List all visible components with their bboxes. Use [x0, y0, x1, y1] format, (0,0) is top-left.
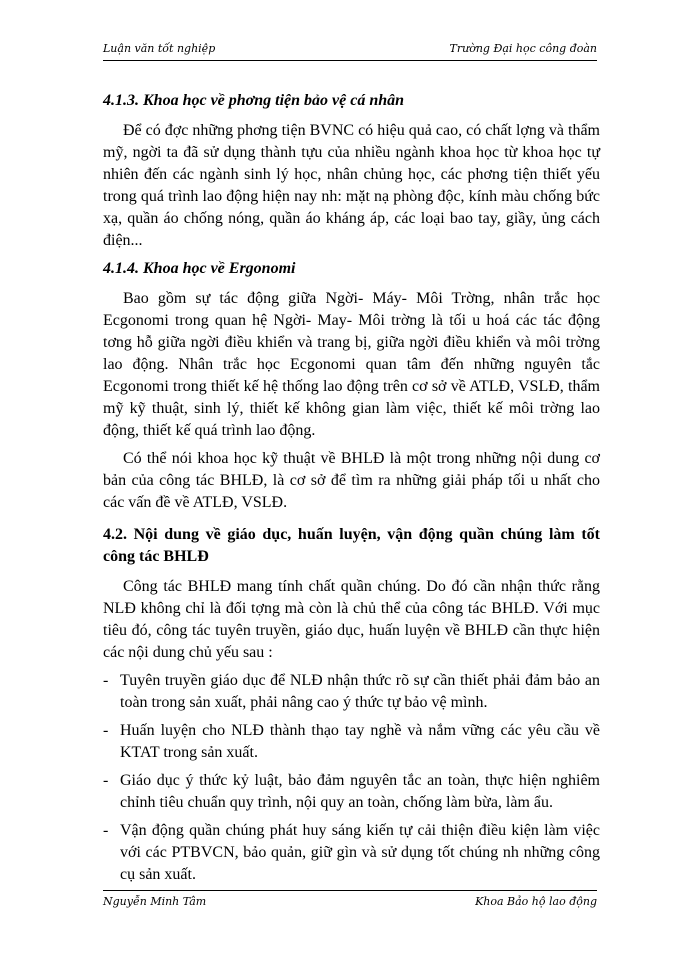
bullet-list: [103, 670, 600, 886]
list-item-text: Tuyên truyền giáo dục để NLĐ nhận thức rõ sự cần thiết phải đảm bảo an toàn trong sản xuất, phải nâng cao ý thức tự bảo vệ mình.: [120, 672, 600, 711]
list-item: [103, 820, 600, 886]
document-body: [103, 90, 600, 892]
section-4-2: [103, 524, 600, 886]
paragraph: Để có đợc những phơng tiện BVNC có hiệu quả cao, có chất lợng và thẩm mỹ, ngời ta đã sử dụng thành tựu của nhiều ngành khoa học từ khoa học tự nhiên đến các ngành sinh lý học, nhân chủng học, các phơng tiện thiết yếu trong quá trình lao động hiện nay nh: mặt nạ phòng độc, kính màu chống bức xạ, quần áo chống nóng, quần áo kháng áp, các loại bao tay, giầy, ủng cách điện...: [103, 122, 600, 249]
list-item-text: Huấn luyện cho NLĐ thành thạo tay nghề và nắm vững các yêu cầu về KTAT trong sản xuất.: [120, 722, 600, 761]
section-heading: 4.2. Nội dung về giáo dục, huấn luyện, vận động quần chúng làm tốt công tác BHLĐ: [103, 526, 600, 565]
bullet-marker: -: [103, 722, 109, 739]
bullet-marker: -: [103, 772, 109, 789]
list-item: [103, 670, 600, 714]
paragraph: Có thể nói khoa học kỹ thuật về BHLĐ là một trong những nội dung cơ bản của công tác BHLĐ, là cơ sở để tìm ra những giải pháp tối u nhất cho các vấn đề về ATLĐ, VSLĐ.: [103, 450, 600, 511]
section-heading: 4.1.4. Khoa học về Ergonomi: [103, 260, 296, 277]
section-heading: 4.1.3. Khoa học về phơng tiện bảo vệ cá nhân: [103, 92, 405, 109]
page-footer: [103, 890, 597, 913]
page-header: [103, 40, 597, 61]
paragraph: Công tác BHLĐ mang tính chất quần chúng. Do đó cần nhận thức rằng NLĐ không chỉ là đối tợng mà còn là chủ thể của công tác BHLĐ. Với mục tiêu đó, công tác tuyên truyền, giáo dục, huấn luyện về BHLĐ cần thực hiện các nội dung chủ yếu sau :: [103, 578, 600, 661]
footer-author: Nguyễn Minh Tâm: [103, 895, 207, 908]
list-item-text: Giáo dục ý thức kỷ luật, bảo đảm nguyên tắc an toàn, thực hiện nghiêm chỉnh tiêu chuẩn quy trình, nội quy an toàn, chống làm bừa, làm ẩu.: [120, 772, 600, 811]
section-4-1-4: [103, 258, 600, 514]
header-left-text: Luận văn tốt nghiệp: [103, 42, 216, 55]
bullet-marker: -: [103, 822, 109, 839]
list-item: [103, 720, 600, 764]
footer-department: Khoa Bảo hộ lao động: [475, 895, 597, 908]
paragraph: Bao gồm sự tác động giữa Ngời- Máy- Môi Trờng, nhân trắc học Ecgonomi trong quan hệ Ngời- May- Môi trờng là tối u hoá các tác động tơng hỗ giữa ngời điều khiển và trang bị, giữa ngời điều khiển và môi trờng lao động. Nhân trắc học Ecgonomi quan tâm đến những nguyên tắc Ecgonomi trong thiết kế hệ thống lao động trên cơ sở về ATLĐ, VSLĐ, thẩm mỹ kỹ thuật, sinh lý, thiết kế không gian làm việc, thiết kế môi trờng lao động, thiết kế quá trình lao động.: [103, 290, 600, 439]
header-right-text: Trường Đại học công đoàn: [449, 42, 597, 55]
bullet-marker: -: [103, 672, 109, 689]
list-item-text: Vận động quần chúng phát huy sáng kiến tự cải thiện điều kiện làm việc với các PTBVCN, bảo quản, giữ gìn và sử dụng tốt chúng nh những công cụ sản xuất.: [120, 822, 600, 883]
list-item: [103, 770, 600, 814]
section-4-1-3: [103, 90, 600, 252]
